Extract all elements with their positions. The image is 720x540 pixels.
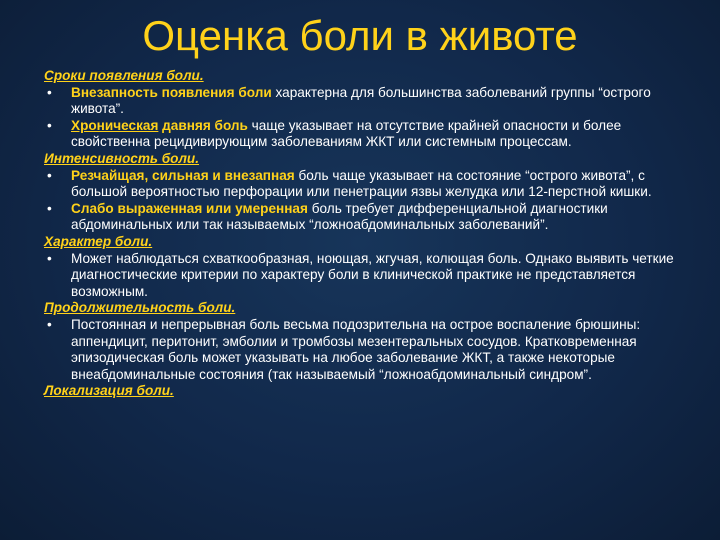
bullet-icon: •: [47, 117, 52, 133]
bullet-emphasis: Резчайщая, сильная и внезапная: [71, 167, 295, 183]
slide-title: Оценка боли в животе: [142, 12, 578, 59]
bullet-icon: •: [47, 84, 52, 100]
bullet-pain-character: [44, 251, 684, 301]
bullet-text: характерна для большинства заболеваний группы “острого живота”.: [71, 84, 651, 117]
slide-content: [44, 68, 684, 400]
bullet-emphasis-underlined: Хроническая: [71, 117, 159, 133]
section-heading-timing: Сроки появления боли.: [44, 68, 204, 83]
bullet-text: боль чаще указывает на состояние “острого живота”, с большой вероятностью перфорации или пенетрации язвы желудка или 12-перстной кишки.: [71, 167, 652, 200]
bullet-text: чаще указывает на отсутствие крайней опасности и более свойственна рецидивирующим заболеваниям ЖКТ или системным процессам.: [71, 117, 622, 150]
bullet-text: Постоянная и непрерывная боль весьма подозрительна на острое воспаление брюшины: аппендицит, перитонит, эмболии и тромбозы мезентеральных сосудов. Кратковременная эпизодическая боль может указывать на любое заболевание ЖКТ, а также некоторые внеабдоминальные состояния (так называемый “ложноабдоминальный синдром”.: [71, 316, 641, 382]
bullet-icon: •: [47, 167, 52, 183]
bullet-icon: •: [47, 250, 52, 266]
bullet-severe-pain: [44, 168, 684, 201]
section-heading-duration: Продолжительность боли.: [44, 300, 236, 316]
bullet-emphasis: Слабо выраженная или умеренная: [71, 200, 308, 216]
bullet-sudden-onset: [44, 85, 684, 118]
bullet-pain-duration: [44, 317, 684, 383]
section-heading-intensity: Интенсивность боли.: [44, 150, 200, 166]
section-heading-location: Локализация боли.: [44, 383, 174, 399]
bullet-text: боль требует дифференциальной диагностики абдоминальных или так называемых “ложноабдоминальных заболеваний”.: [71, 200, 608, 233]
bullet-moderate-pain: [44, 201, 684, 234]
bullet-icon: •: [47, 200, 52, 216]
bullet-icon: •: [47, 316, 52, 332]
bullet-emphasis: давняя боль: [158, 117, 248, 133]
section-heading-character: Характер боли.: [44, 233, 153, 249]
bullet-text: Может наблюдаться схваткообразная, ноющая, жгучая, колющая боль. Однако выявить четкие диагностические критерии по характеру боли в клинической практике не представляется возможным.: [71, 250, 674, 299]
bullet-chronic-pain: [44, 118, 684, 151]
bullet-emphasis: Внезапность появления боли: [71, 84, 272, 100]
